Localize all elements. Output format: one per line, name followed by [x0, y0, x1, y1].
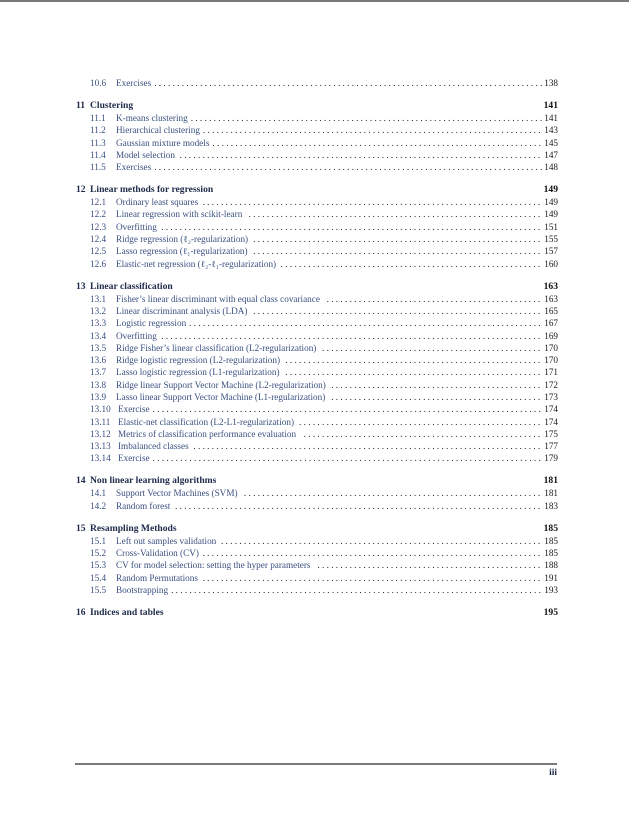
toc-entry[interactable] [76, 354, 558, 366]
section-title[interactable]: Overfitting [116, 330, 157, 341]
section-title[interactable]: Exercises [116, 162, 152, 173]
footer-rule [75, 763, 557, 765]
section-page-number: 163 [544, 293, 558, 304]
section-title[interactable]: Exercise [118, 453, 150, 464]
top-border [0, 0, 629, 2]
section-number: 15.1 [90, 535, 107, 546]
leader-dots: . . . . . . . . . . . . . . . . . . . . . . . . . . . . . . . . . . . . . . . . . . . . . . . . . . . . . . . . . . . . . . . . . . . . . . . . [212, 137, 541, 148]
section-number: 14.2 [90, 500, 107, 511]
leader-dots: . . . . . . . . . . . . . . . . . . . . . . . . . . . . . . . . . . . . . . . . . . . . . . . . . . . . . . . . . . . . . . . . . . . . . . . . . . [202, 572, 541, 583]
toc-entry[interactable] [76, 440, 558, 452]
chapter-title[interactable]: Linear methods for regression [90, 184, 214, 196]
footer-page-number: iii [549, 768, 557, 778]
toc-entry[interactable] [76, 572, 558, 584]
leader-dots: . . . . . . . . . . . . . . . . . . . . . . . . . . . . . . . . . . . . . . . . . . . . . . . . . . . . . . . . . . . . . . . . . . . . . . . . . . . . [193, 441, 541, 452]
chapter-page-number: 181 [543, 475, 558, 487]
toc-entry[interactable] [76, 245, 558, 257]
toc-entry[interactable] [76, 428, 558, 440]
leader-dots: . . . . . . . . . . . . . . . . . . . . . . . . . . . . . . . . . . . . . . . . . . . . . . . . . . . . . . . . . . . . . . . . . . . . . . . . . . . . . . . . . . . [161, 221, 541, 232]
chapter-page-number: 141 [543, 99, 558, 111]
toc-entry[interactable] [76, 77, 558, 89]
chapter-page-number: 195 [543, 606, 558, 618]
section-title[interactable]: Ordinary least squares [116, 197, 199, 208]
toc-entry[interactable] [76, 330, 558, 342]
leader-dots: . . . . . . . . . . . . . . . . . . . . . . . . . . . . . . . . . . . . . . . . . . . . . . . . . . . . [303, 428, 541, 439]
section-number: 11.1 [90, 112, 106, 123]
leader-dots: . . . . . . . . . . . . . . . . . . . . . . . . . . . . . . . . . . . . . . . . . . . . . . . . . . . . . . . . . . . . . . . . . . . . . . [220, 535, 541, 546]
chapter-number: 16 [76, 606, 86, 618]
section-title[interactable]: Exercise [118, 404, 150, 415]
section-page-number: 170 [544, 342, 558, 353]
toc-entry[interactable] [76, 366, 558, 378]
section-title[interactable]: K-means clustering [116, 112, 188, 123]
leader-dots: . . . . . . . . . . . . . . . . . . . . . . . . . . . . . . . . . . . . . . . . . . . . . . . . . . . . . . . . . . . . . . . . . . . . . . . . . . [202, 125, 541, 136]
section-number: 12.3 [90, 221, 107, 232]
chapter-title[interactable]: Linear classification [90, 280, 173, 292]
section-page-number: 191 [544, 572, 558, 583]
section-number: 11.2 [90, 125, 106, 136]
section-page-number: 179 [544, 453, 558, 464]
leader-dots: . . . . . . . . . . . . . . . . . . . . . . . . . . . . . . . . . . . . . . . . . . . . . . . . . . . . . [299, 416, 541, 427]
leader-dots: . . . . . . . . . . . . . . . . . . . . . . . . . . . . . . . . . . . . . . . . . . . . . . . . . . . . . . . . . [280, 258, 541, 269]
toc-entry[interactable] [76, 403, 558, 415]
section-page-number: 173 [544, 392, 558, 402]
leader-dots: . . . . . . . . . . . . . . . . . . . . . . . . . . . . . . . . . . . . . . . . . . . . . . . . . . . . . . . . . . . . . . . . . . . . . . . . . . [202, 548, 541, 559]
section-title[interactable]: Overfitting [116, 221, 157, 232]
section-page-number: 145 [544, 137, 558, 148]
section-title[interactable]: Model selection [116, 149, 175, 160]
leader-dots: . . . . . . . . . . . . . . . . . . . . . . . . . . . . . . . . . . . . . . . . . . . . . . [331, 379, 541, 390]
toc-entry[interactable] [76, 112, 558, 124]
toc-chapter[interactable] [76, 280, 558, 293]
section-page-number: 155 [544, 234, 558, 245]
leader-dots: . . . . . . . . . . . . . . . . . . . . . . . . . . . . . . . . . . . . . . . . . . . . . . . . [322, 342, 541, 353]
section-page-number: 138 [544, 78, 558, 88]
section-title[interactable]: Logistic regression [116, 318, 187, 329]
leader-dots: . . . . . . . . . . . . . . . . . . . . . . . . . . . . . . . . . . . . . . . . . . . . . . . . . . . . . . . . . . . . . . . . . [243, 488, 541, 499]
chapter-page-number: 163 [543, 280, 558, 292]
toc-entry[interactable] [76, 258, 558, 270]
section-page-number: 177 [544, 441, 558, 452]
leader-dots: . . . . . . . . . . . . . . . . . . . . . . . . . . . . . . . . . . . . . . . . . . . . . . . . . . . . . . . . . . . . . . . . . . . . . . . . . . . . . [190, 112, 543, 123]
leader-dots: . . . . . . . . . . . . . . . . . . . . . . . . . . . . . . . . . . . . . . . . . . . . . . . . . . . . . . . . . . . . . . . . . . . . . . . . . . . . . . . . . . . . . [152, 453, 541, 464]
chapter-page-number: 149 [543, 184, 558, 196]
leader-dots: . . . . . . . . . . . . . . . . . . . . . . . . . . . . . . . . . . . . . . . . . . . . . . . . . . . . . . . . . . . . . . . . . . . . . . . . . . . . . . . . . . . . . [154, 78, 543, 88]
toc-entry[interactable] [76, 416, 558, 428]
leader-dots: . . . . . . . . . . . . . . . . . . . . . . . . . . . . . . . . . . . . . . . . . . . . . . . . . . . . . . . . . . . . . . . [253, 234, 541, 245]
leader-dots: . . . . . . . . . . . . . . . . . . . . . . . . . . . . . . . . . . . . . . . . . . . . . . . . . . . . . . . . . . . . . . . . . . . . . . . . . . . . . . . . . [171, 584, 541, 595]
section-page-number: 183 [544, 500, 558, 511]
toc-entry[interactable] [76, 124, 558, 136]
leader-dots: . . . . . . . . . . . . . . . . . . . . . . . . . . . . . . . . . . . . . . . . . . . . . . . . . . . . . . . . . . . . . . . [253, 305, 541, 316]
toc-entry[interactable] [76, 137, 558, 149]
leader-dots: . . . . . . . . . . . . . . . . . . . . . . . . . . . . . . . . . . . . . . . . . . . . . . . . . . . . . . . . . . . . . . . . . . . . . . . . . . [202, 197, 541, 208]
section-page-number: 148 [544, 162, 558, 173]
toc-entry[interactable] [76, 221, 558, 233]
section-number: 12.6 [90, 258, 107, 269]
section-title[interactable]: Elastic-net classification (L2-L1-regularization) [118, 416, 295, 427]
section-title[interactable]: Random forest [116, 500, 171, 511]
toc-chapter[interactable] [76, 474, 558, 487]
section-title[interactable]: Lasso logistic regression (L1-regularization) [116, 367, 280, 378]
leader-dots: . . . . . . . . . . . . . . . . . . . . . . . . . . . . . . . . . . . . . . . . . . . . . . . . . . . . . . . . . . . . . . . . [248, 209, 541, 220]
toc-entry[interactable] [76, 317, 558, 329]
section-number: 10.6 [90, 78, 107, 88]
table-of-contents [76, 77, 558, 619]
section-number: 13.5 [90, 342, 107, 353]
chapter-number: 14 [76, 475, 86, 487]
section-number: 12.2 [90, 209, 107, 220]
section-number: 13.3 [90, 318, 107, 329]
section-page-number: 172 [544, 379, 558, 390]
toc-entry[interactable] [76, 487, 558, 499]
chapter-title[interactable]: Resampling Methods [90, 522, 177, 534]
toc-entry[interactable] [76, 379, 558, 391]
chapter-title[interactable]: Non linear learning algorithms [90, 475, 217, 487]
section-page-number: 174 [544, 416, 558, 427]
chapter-number: 13 [76, 280, 86, 292]
section-page-number: 149 [544, 209, 558, 220]
section-page-number: 157 [544, 246, 558, 257]
section-title[interactable]: Ridge Fisher’s linear classification (L2-regularization) [116, 342, 317, 353]
section-number: 13.7 [90, 367, 107, 378]
section-title[interactable]: Ridge linear Support Vector Machine (L2-regularization) [116, 379, 326, 390]
section-page-number: 143 [544, 125, 558, 136]
section-title[interactable]: Bootstrapping [116, 584, 169, 595]
section-page-number: 141 [544, 112, 558, 123]
section-page-number: 160 [544, 258, 558, 269]
toc-entry[interactable] [76, 342, 558, 354]
toc-chapter[interactable] [76, 183, 558, 196]
toc-entry[interactable] [76, 196, 558, 208]
section-number: 13.14 [90, 453, 111, 464]
section-number: 12.1 [90, 197, 107, 208]
section-number: 15.4 [90, 572, 107, 583]
toc-entry[interactable] [76, 305, 558, 317]
chapter-page-number: 185 [543, 522, 558, 534]
section-page-number: 167 [544, 318, 558, 329]
section-page-number: 188 [544, 560, 558, 571]
section-title[interactable]: Linear regression with scikit-learn [116, 209, 243, 220]
section-page-number: 151 [544, 221, 558, 232]
section-number: 13.1 [90, 293, 107, 304]
toc-entry[interactable] [76, 584, 558, 596]
leader-dots: . . . . . . . . . . . . . . . . . . . . . . . . . . . . . . . . . . . . . . . . . . . . . . . . . . . . . . . . . . . . . . . . . . . . . . . . . . . . . . . . . . . . . [152, 404, 541, 415]
section-page-number: 185 [544, 535, 558, 546]
section-page-number: 147 [544, 149, 558, 160]
section-page-number: 175 [544, 428, 558, 439]
section-title[interactable]: Metrics of classification performance evaluation [118, 428, 297, 439]
chapter-number: 12 [76, 184, 86, 196]
section-title[interactable]: Support Vector Machines (SVM) [116, 488, 238, 499]
toc-chapter[interactable] [76, 606, 558, 619]
section-page-number: 171 [544, 367, 558, 378]
section-number: 15.5 [90, 584, 107, 595]
section-number: 11.4 [90, 149, 106, 160]
section-number: 11.3 [90, 137, 106, 148]
section-number: 13.6 [90, 355, 107, 366]
section-page-number: 181 [544, 488, 558, 499]
section-page-number: 185 [544, 548, 558, 559]
toc-entry[interactable] [76, 559, 558, 571]
toc-chapter[interactable] [76, 99, 558, 112]
section-page-number: 193 [544, 584, 558, 595]
section-title[interactable]: Exercises [116, 78, 152, 88]
section-page-number: 170 [544, 355, 558, 366]
section-number: 11.5 [90, 162, 106, 173]
section-number: 13.13 [90, 441, 111, 452]
section-title[interactable]: Linear discriminant analysis (LDA) [116, 305, 248, 316]
section-title[interactable]: CV for model selection: setting the hyper parameters [116, 560, 311, 571]
section-number: 12.5 [90, 246, 107, 257]
chapter-title[interactable]: Indices and tables [90, 606, 164, 618]
section-number: 13.4 [90, 330, 107, 341]
toc-chapter[interactable] [76, 522, 558, 535]
toc-entry[interactable] [76, 547, 558, 559]
section-page-number: 169 [544, 330, 558, 341]
section-number: 13.8 [90, 379, 107, 390]
leader-dots: . . . . . . . . . . . . . . . . . . . . . . . . . . . . . . . . . . . . . . . . . . . . . . . . . . . . . . . . . . . . . . . . . . . . . . . . . . . . . . . . . . . . . [154, 162, 543, 173]
section-number: 13.10 [90, 404, 111, 415]
toc-entry[interactable] [76, 208, 558, 220]
section-number: 13.9 [90, 392, 107, 402]
section-title[interactable]: Fisher’s linear discriminant with equal class covariance [116, 293, 320, 304]
section-page-number: 149 [544, 197, 558, 208]
section-title[interactable]: Elastic-net regression (ℓ₂-ℓ₁-regularization) [116, 258, 277, 269]
section-title[interactable]: Ridge logistic regression (L2-regularization) [116, 355, 281, 366]
leader-dots: . . . . . . . . . . . . . . . . . . . . . . . . . . . . . . . . . . . . . . . . . . . . . . . . . . . . . . . . . . . . . . . [253, 246, 541, 257]
section-page-number: 174 [544, 404, 558, 415]
section-title[interactable]: Left out samples validation [116, 535, 217, 546]
section-number: 15.3 [90, 560, 107, 571]
section-title[interactable]: Imbalanced classes [118, 441, 189, 452]
toc-entry[interactable] [76, 293, 558, 305]
section-number: 12.4 [90, 234, 107, 245]
leader-dots: . . . . . . . . . . . . . . . . . . . . . . . . . . . . . . . . . . . . . . . . . . . . . . . . . . . . . . . . . . . . . . . . . . . . . . . . . . . . . . . . [175, 500, 541, 511]
toc-entry[interactable] [76, 161, 558, 173]
section-number: 14.1 [90, 488, 107, 499]
chapter-number: 15 [76, 522, 86, 534]
toc-entry[interactable] [76, 391, 558, 403]
chapter-title[interactable]: Clustering [90, 99, 134, 111]
leader-dots: . . . . . . . . . . . . . . . . . . . . . . . . . . . . . . . . . . . . . . . . . . . . . . [331, 392, 541, 402]
section-title[interactable]: Random Permutations [116, 572, 198, 583]
leader-dots: . . . . . . . . . . . . . . . . . . . . . . . . . . . . . . . . . . . . . . . . . . . . . . . . . . . . . . . . [285, 367, 541, 378]
toc-entry[interactable] [76, 535, 558, 547]
chapter-number: 11 [76, 99, 86, 111]
toc-entry[interactable] [76, 500, 558, 512]
toc-entry[interactable] [76, 452, 558, 464]
leader-dots: . . . . . . . . . . . . . . . . . . . . . . . . . . . . . . . . . . . . . . . . . . . . . . . [326, 293, 541, 304]
leader-dots: . . . . . . . . . . . . . . . . . . . . . . . . . . . . . . . . . . . . . . . . . . . . . . . . . . . . . . . . . . . . . . . . . . . . . . . . . . . . . . . . . . . [161, 330, 541, 341]
section-page-number: 165 [544, 305, 558, 316]
leader-dots: . . . . . . . . . . . . . . . . . . . . . . . . . . . . . . . . . . . . . . . . . . . . . . . . . . . . . . . . [285, 355, 541, 366]
section-title[interactable]: Lasso regression (ℓ₁-regularization) [116, 246, 248, 257]
leader-dots: . . . . . . . . . . . . . . . . . . . . . . . . . . . . . . . . . . . . . . . . . . . . . . . . . [317, 560, 541, 571]
section-number: 13.12 [90, 428, 111, 439]
section-title[interactable]: Lasso linear Support Vector Machine (L1-regularization) [116, 392, 326, 402]
section-number: 13.2 [90, 305, 107, 316]
section-number: 13.11 [90, 416, 111, 427]
section-title[interactable]: Cross-Validation (CV) [116, 548, 199, 559]
toc-entry[interactable] [76, 149, 558, 161]
section-title[interactable]: Ridge regression (ℓ₂-regularization) [116, 234, 249, 245]
toc-entry[interactable] [76, 233, 558, 245]
leader-dots: . . . . . . . . . . . . . . . . . . . . . . . . . . . . . . . . . . . . . . . . . . . . . . . . . . . . . . . . . . . . . . . . . . . . . . . . . . . . . . . [179, 149, 541, 160]
leader-dots: . . . . . . . . . . . . . . . . . . . . . . . . . . . . . . . . . . . . . . . . . . . . . . . . . . . . . . . . . . . . . . . . . . . . . . . . . . . . . [189, 318, 541, 329]
section-title[interactable]: Gaussian mixture models [116, 137, 210, 148]
section-title[interactable]: Hierarchical clustering [116, 125, 200, 136]
section-number: 15.2 [90, 548, 107, 559]
